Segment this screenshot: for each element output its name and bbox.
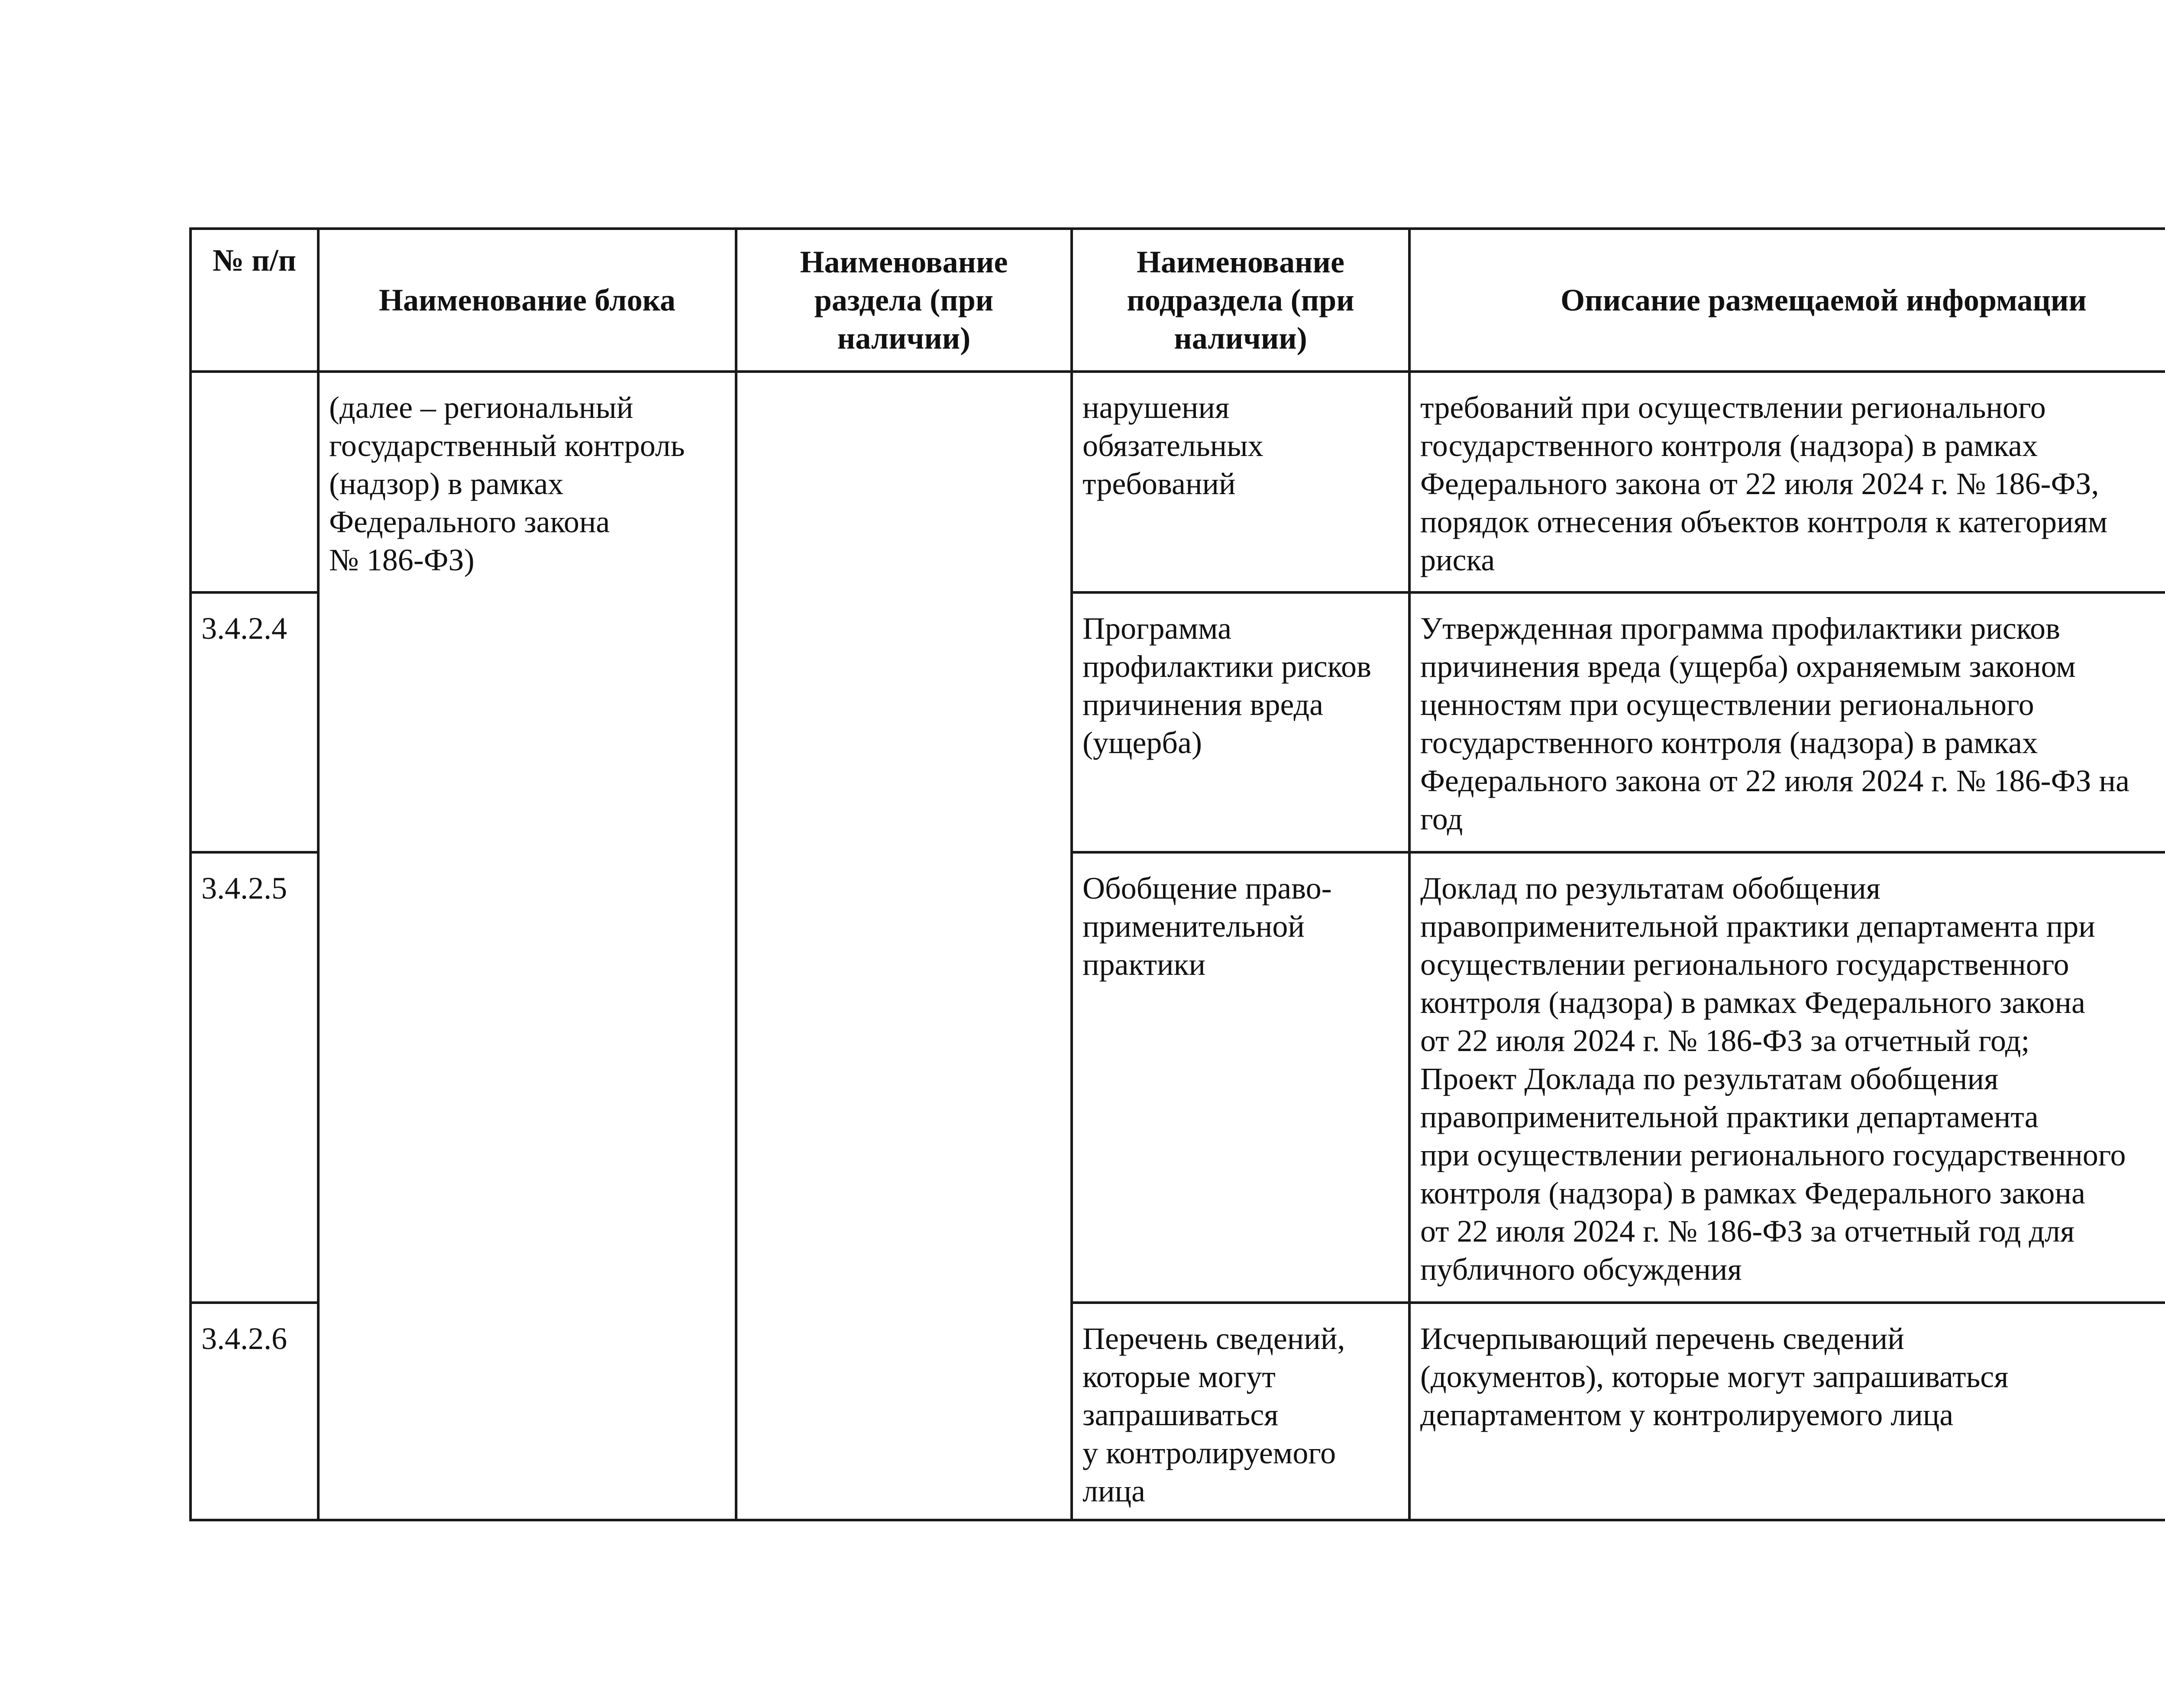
header-description: Описание размещаемой информации (1409, 229, 2165, 372)
subsection-cell: Перечень сведений, которые могут запрашиваться у контролируемого лица (1072, 1303, 1409, 1520)
header-number: № п/п (191, 229, 318, 372)
subsection-cell: Программа профилактики рисков причинения вреда (ущерба) (1072, 592, 1409, 852)
block-name-cell: (далее – региональный государственный контроль (надзор) в рамках Федерального закона № 186-ФЗ) (318, 372, 736, 1520)
subsection-cell: нарушения обязательных требований (1072, 372, 1409, 592)
description-cell: требований при осуществлении регионального государственного контроля (надзора) в рамках Федерального закона от 22 июля 2024 г. № 186-ФЗ, порядок отнесения объектов контроля к категориям риска (1409, 372, 2165, 592)
description-cell: Утвержденная программа профилактики рисков причинения вреда (ущерба) охраняемым законом ценностям при осуществлении регионального государственного контроля (надзора) в рамках Федерального закона от 22 июля 2024 г. № 186-ФЗ на год (1409, 592, 2165, 852)
header-section: Наименование раздела (при наличии) (736, 229, 1072, 372)
description-cell: Доклад по результатам обобщения правоприменительной практики департамента при осуществлении регионального государственного контроля (надзора) в рамках Федерального закона от 22 июля 2024 г. № 186-ФЗ за отчетный год; Проект Доклада по результатам обобщения правоприменительной практики департамента при осуществлении регионального государственного контроля (надзора) в рамках Федерального закона от 22 июля 2024 г. № 186-ФЗ за отчетный год для публичного обсуждения (1409, 852, 2165, 1303)
row-number-cell (191, 372, 318, 592)
row-number-cell: 3.4.2.5 (191, 852, 318, 1303)
table-row (191, 372, 2165, 592)
section-name-cell (736, 372, 1072, 1520)
header-subsection: Наименование подраздела (при наличии) (1072, 229, 1409, 372)
table-header-row (191, 229, 2165, 372)
row-number-cell: 3.4.2.6 (191, 1303, 318, 1520)
subsection-cell: Обобщение право- применительной практики (1072, 852, 1409, 1303)
row-number-cell: 3.4.2.4 (191, 592, 318, 852)
header-block: Наименование блока (318, 229, 736, 372)
information-table (189, 227, 2165, 1521)
description-cell: Исчерпывающий перечень сведений (документов), которые могут запрашиваться департаментом у контролируемого лица (1409, 1303, 2165, 1520)
